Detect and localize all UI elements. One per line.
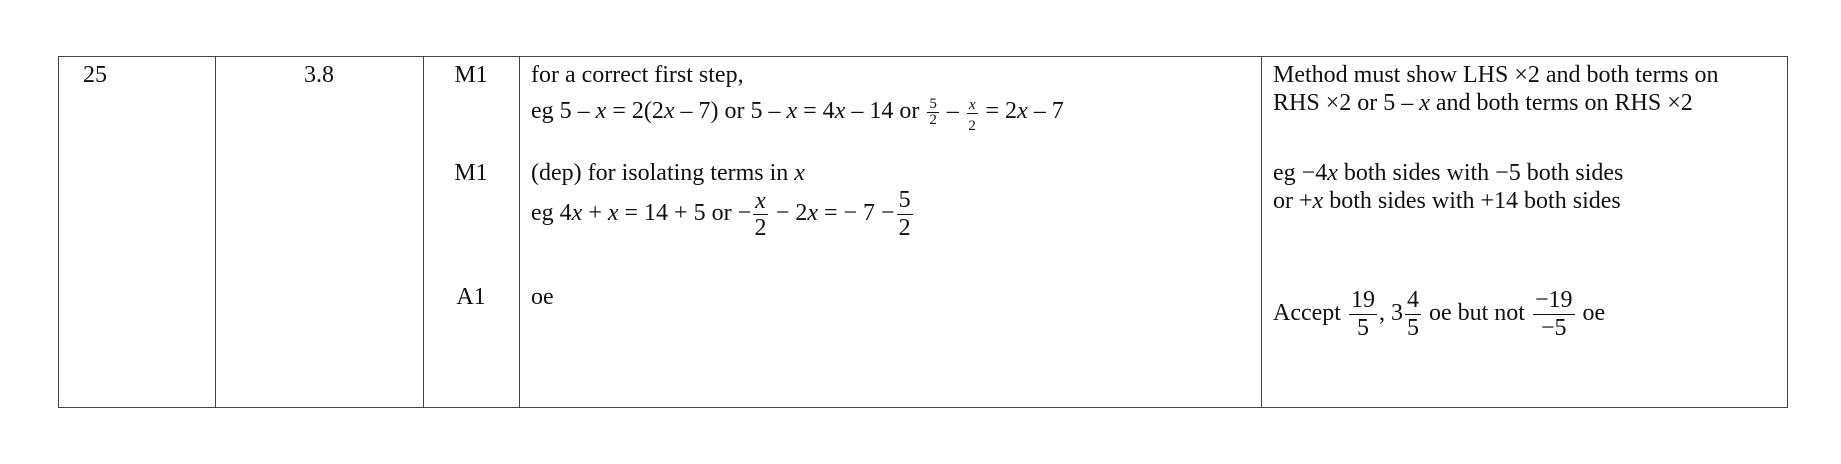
fraction: $\frac{x}{2}$ — [754, 188, 767, 241]
fraction: $\frac{-19}{-5}$ — [1534, 287, 1573, 341]
guidance-step-3: Accept $\frac{19}{5}$ , 3 $\frac{4}{5}$ oe but not $\frac{-19}{-5}$ oe — [1273, 287, 1606, 341]
column-divider — [215, 57, 216, 407]
answer-step-2 — [531, 159, 915, 242]
answer-example: eg 5 – x = 2(2x – 7) or 5 – x = 4x – 14 or $\frac{5}{2}$ – $\frac{x}{2}$ = 2x – 7 — [531, 91, 1064, 134]
mark-code: M1 — [454, 160, 488, 186]
guidance-step-1: Method must show LHS ×2 and both terms on RHS ×2 or 5 – x and both terms on RHS ×2 — [1273, 62, 1719, 116]
question-number: 25 — [83, 62, 107, 88]
mark-scheme-table — [58, 56, 1788, 408]
answer-text: (dep) for isolating terms in x — [531, 160, 805, 186]
answer-text: for a correct first step, — [531, 62, 744, 88]
answer-step-3: oe — [531, 284, 554, 310]
column-divider — [1261, 57, 1262, 407]
mark-code: A1 — [456, 284, 486, 310]
ao-reference: 3.8 — [304, 62, 334, 88]
fraction: $\frac{4}{5}$ — [1406, 287, 1419, 341]
guidance-step-2: eg −4x both sides with −5 both sides or +x both sides with +14 both sides — [1273, 160, 1624, 214]
fraction: $\frac{5}{2}$ — [898, 187, 911, 241]
fraction: $\frac{5}{2}$ — [929, 96, 937, 128]
column-divider — [423, 57, 424, 407]
fraction: $\frac{19}{5}$ — [1350, 287, 1375, 341]
answer-example: eg 4x + x = 14 + 5 or $-\frac{x}{2}$ − 2x = − 7 − $\frac{5}{2}$ — [531, 187, 911, 241]
column-divider — [519, 57, 520, 407]
answer-step-1 — [531, 61, 1064, 134]
mark-code: M1 — [454, 62, 488, 88]
fraction: $\frac{x}{2}$ — [968, 97, 976, 134]
